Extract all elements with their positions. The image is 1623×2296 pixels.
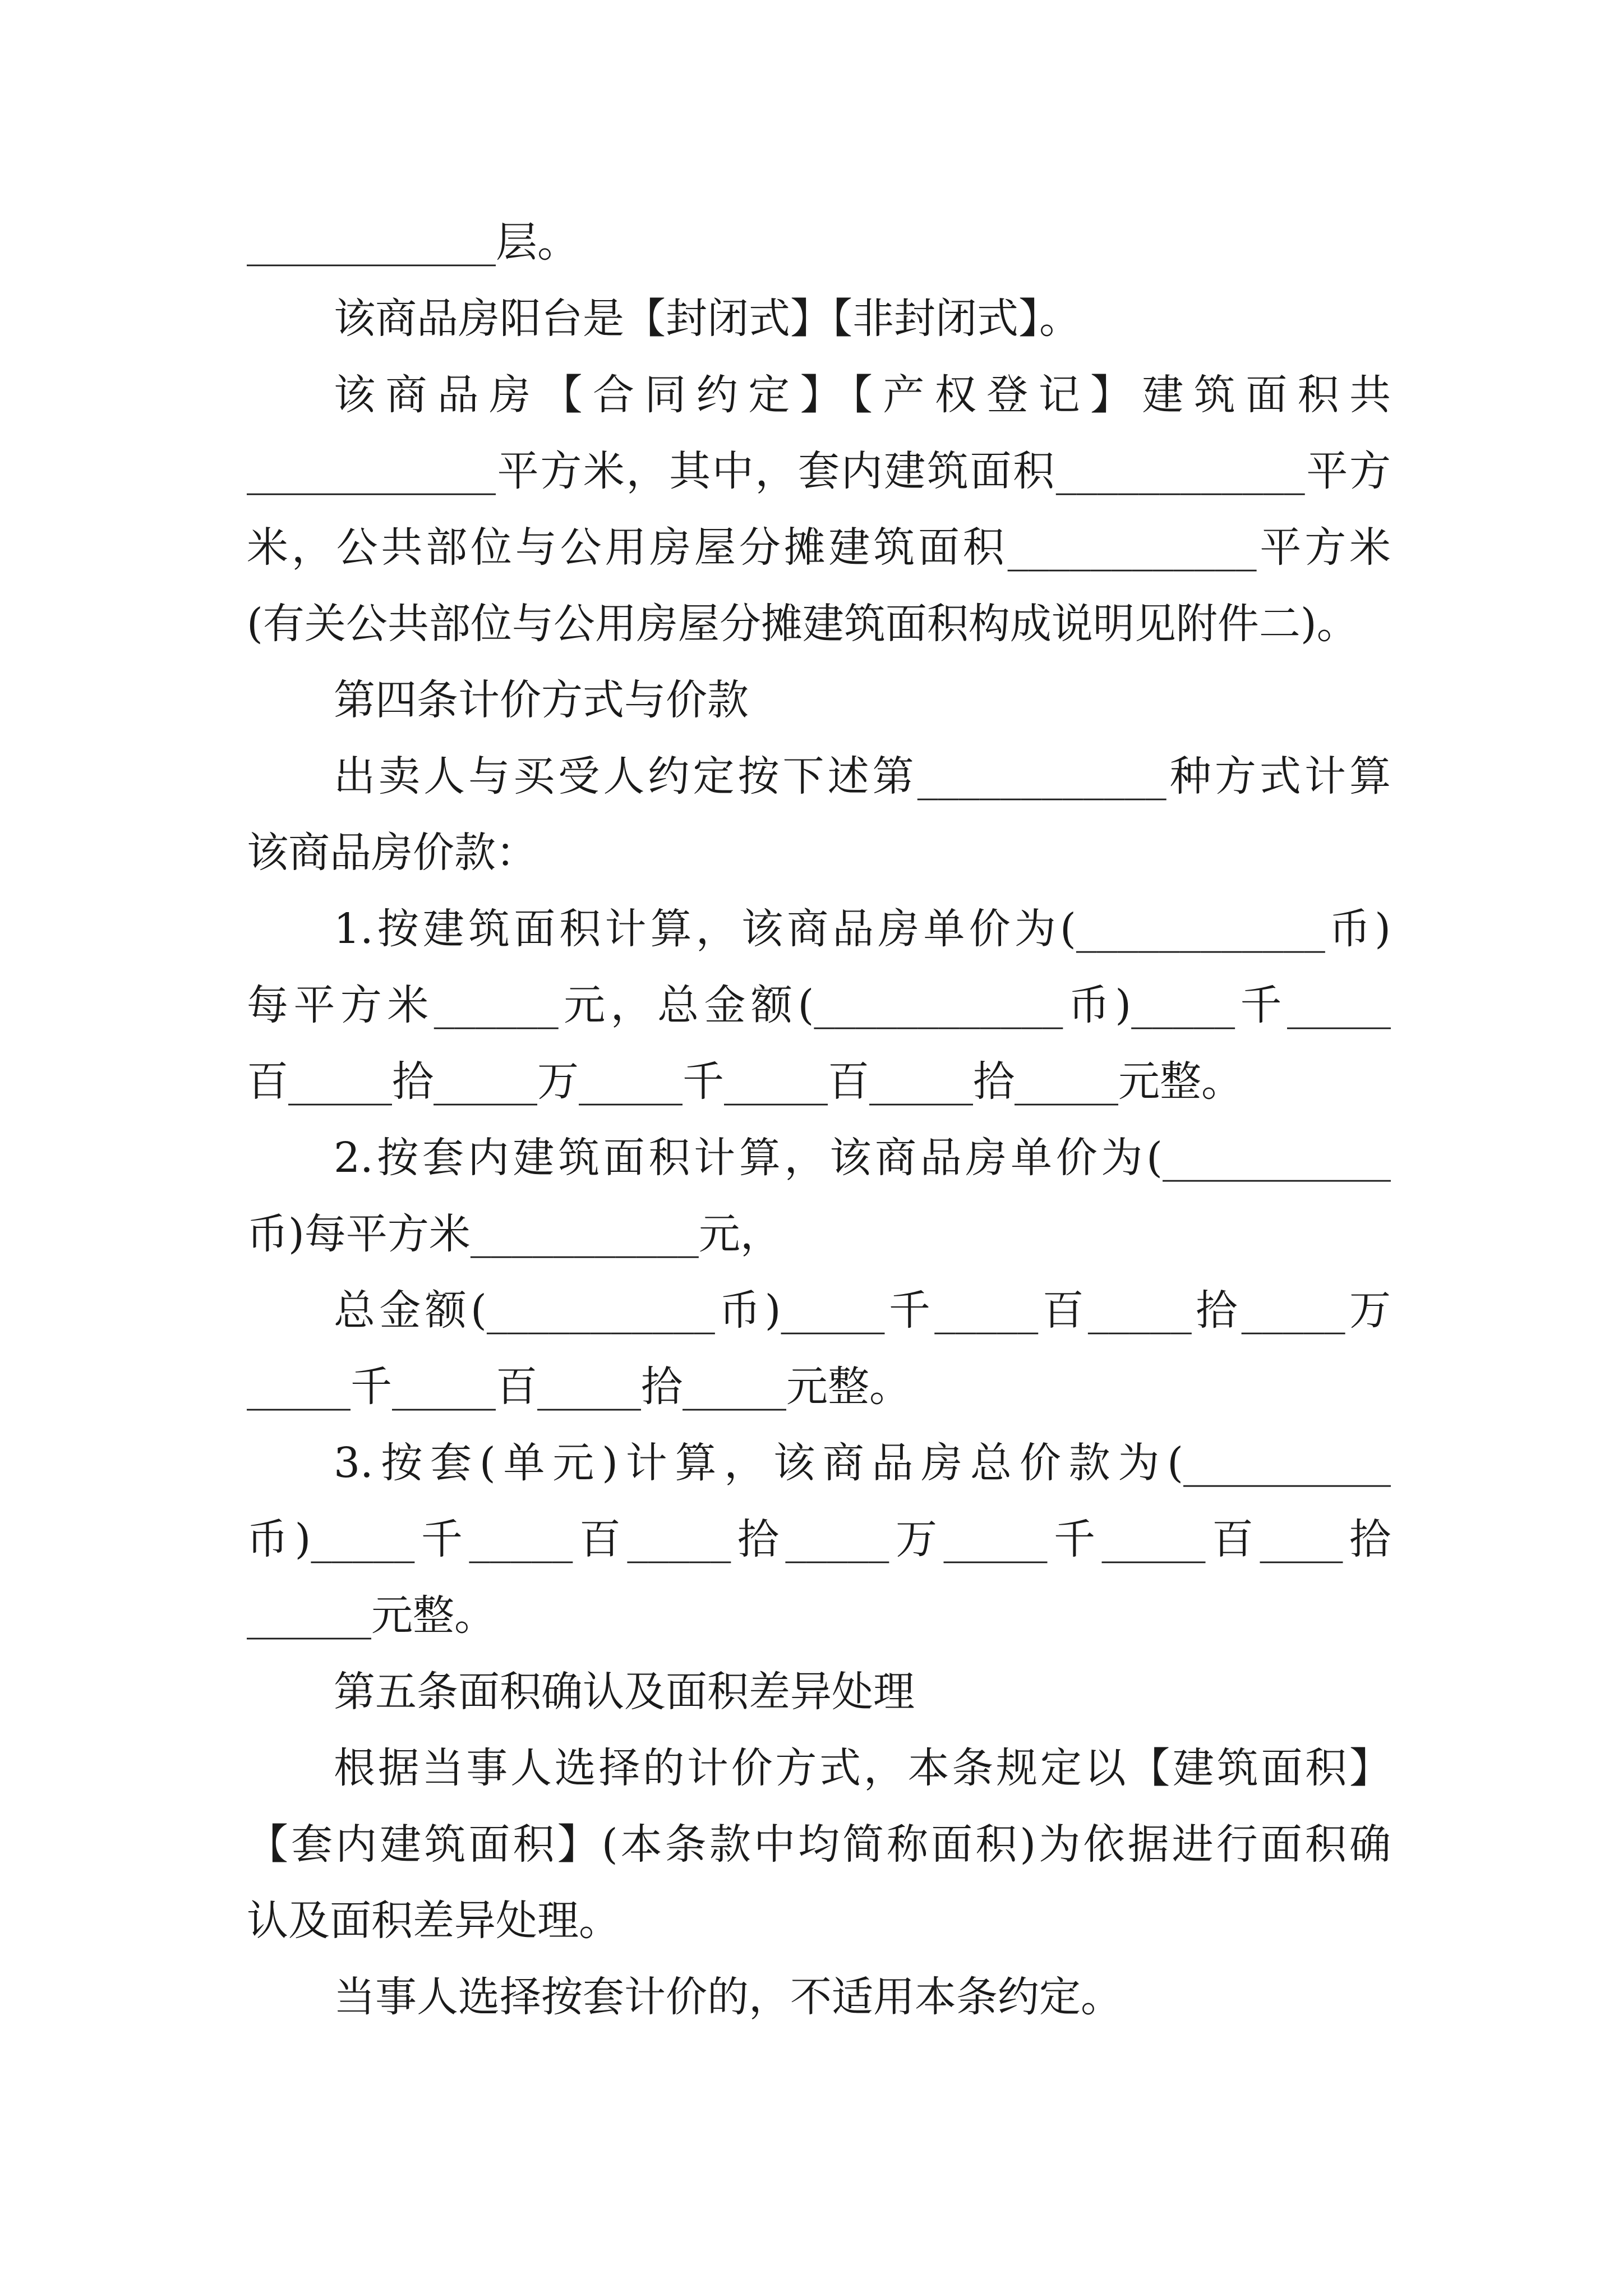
text-line: 认及面积差异处理。 <box>247 1897 620 1945</box>
text-line: 根据当事人选择的计价方式，本条规定以【建筑面积】 <box>334 1744 1391 1792</box>
text-line: (有关公共部位与公用房屋分摊建筑面积构成说明见附件二)。 <box>247 600 1358 648</box>
text-line: 1.按建筑面积计算，该商品房单价为(____________币) <box>334 905 1391 953</box>
text-line: 百_____拾_____万_____千_____百_____拾_____元整。 <box>247 1057 1243 1106</box>
text-line: 币)每平方米___________元， <box>247 1210 782 1258</box>
text-line: 该商品房价款： <box>247 829 537 877</box>
text-line: 该商品房【合同约定】【产权登记】建筑面积共 <box>334 371 1391 419</box>
text-line: ______元整。 <box>247 1591 496 1640</box>
text-line: 出卖人与买受人约定按下述第____________种方式计算 <box>334 752 1391 800</box>
section-heading: 第四条计价方式与价款 <box>334 676 749 724</box>
text-line: 当事人选择按套计价的，不适用本条约定。 <box>334 1973 1122 2021</box>
text-line: ____________平方米，其中，套内建筑面积____________平方 <box>247 447 1391 495</box>
text-line: 每平方米______元，总金额(____________币)_____千_____ <box>247 981 1391 1029</box>
text-line: 米，公共部位与公用房屋分摊建筑面积____________平方米 <box>247 523 1391 572</box>
text-line: _____千_____百_____拾_____元整。 <box>247 1363 911 1411</box>
text-line: 该商品房阳台是【封闭式】【非封闭式】。 <box>334 295 1081 343</box>
text-line: 币)_____千_____百_____拾_____万_____千_____百____拾 <box>247 1515 1391 1563</box>
section-heading: 第五条面积确认及面积差异处理 <box>334 1668 915 1716</box>
text-line: 总金额(___________币)_____千_____百_____拾_____万 <box>334 1286 1391 1335</box>
text-line: 2.按套内建筑面积计算，该商品房单价为(___________ <box>334 1134 1391 1182</box>
text-line: 3.按套(单元)计算，该商品房总价款为(__________ <box>334 1439 1391 1487</box>
text-line: ____________层。 <box>247 218 579 266</box>
text-line: 【套内建筑面积】(本条款中均简称面积)为依据进行面积确 <box>247 1820 1391 1869</box>
